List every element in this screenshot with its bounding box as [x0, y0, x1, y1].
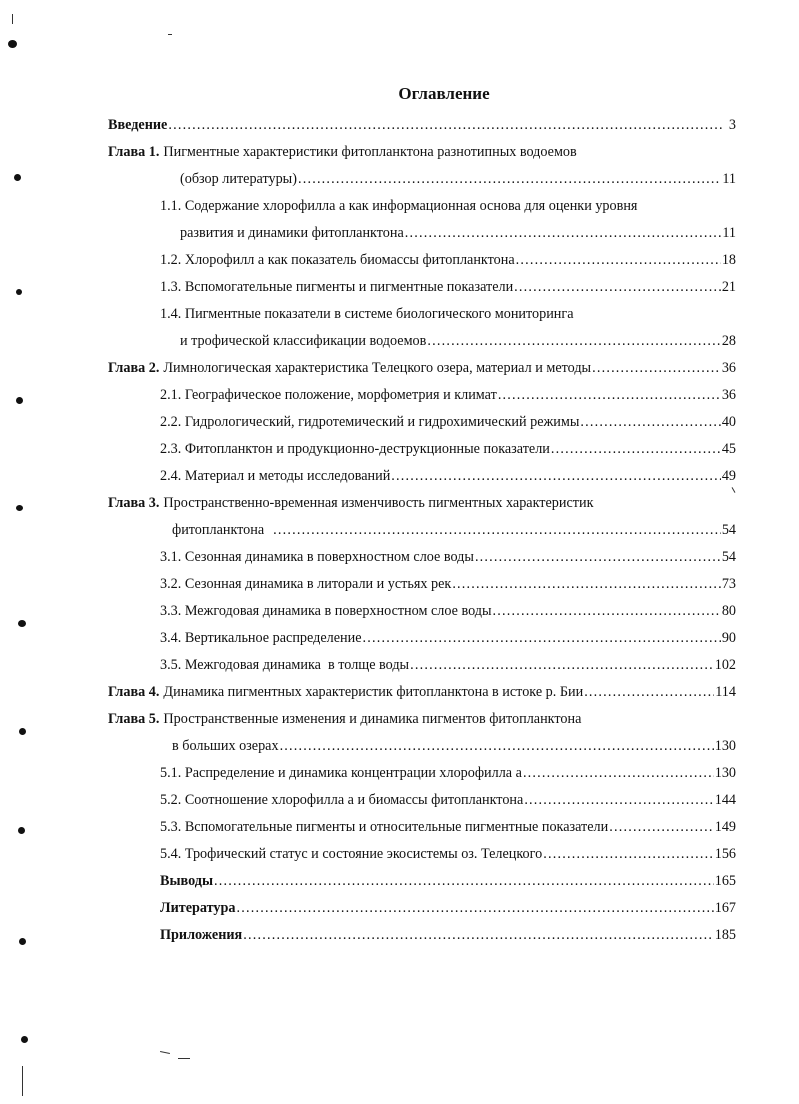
toc-page: 114	[715, 684, 736, 700]
toc-page: 18	[721, 252, 736, 268]
scan-hair-mark	[12, 14, 13, 24]
toc-entry-ch1	[108, 141, 577, 163]
toc-entry-s33	[160, 600, 736, 622]
leader-dots	[404, 222, 722, 244]
toc-page: 54	[721, 522, 736, 538]
leader-dots	[390, 465, 721, 487]
toc-page: 149	[714, 819, 736, 835]
toc-label: Глава 4.	[108, 684, 160, 700]
toc-label: Введение	[108, 117, 168, 133]
toc-entry-s34	[160, 627, 736, 649]
toc-entry-s51	[160, 762, 736, 784]
toc-entry-s12	[160, 249, 736, 271]
toc-text: 2.3. Фитопланктон и продукционно-деструкционные показатели	[160, 441, 550, 457]
toc-page: 90	[721, 630, 736, 646]
toc-text: 1.4. Пигментные показатели в системе биологического мониторинга	[160, 306, 574, 322]
toc-label: Выводы	[160, 873, 214, 889]
toc-label: Глава 3.	[108, 495, 160, 511]
leader-dots	[236, 897, 714, 919]
scan-hair-mark	[22, 1066, 23, 1096]
toc-text: 2.4. Материал и методы исследований	[160, 468, 391, 484]
toc-entry-appendix	[160, 924, 736, 946]
scan-hair-mark	[178, 1058, 190, 1059]
toc-entry-s32	[160, 573, 736, 595]
toc-entry-s13	[160, 276, 736, 298]
leader-dots	[523, 789, 713, 811]
scan-speck	[19, 938, 26, 945]
scan-hair-mark	[160, 1051, 170, 1054]
page-title: Оглавление	[398, 84, 490, 103]
toc-label: Глава 2.	[108, 360, 160, 376]
toc-entry-s11-cont	[180, 222, 736, 244]
toc-page: 167	[714, 900, 736, 916]
leader-dots	[451, 573, 721, 595]
toc-entry-s31	[160, 546, 736, 568]
toc-entry-conclusions	[160, 870, 736, 892]
toc-page: 185	[714, 927, 736, 943]
leader-dots	[542, 843, 714, 865]
toc-text: Пространственно-временная изменчивость пигментных характеристик	[163, 495, 594, 511]
toc-text: фитопланктона	[172, 522, 265, 538]
toc-text: 3.3. Межгодовая динамика в поверхностном слое воды	[160, 603, 492, 619]
toc-entry-s14	[160, 303, 574, 325]
toc-page: 40	[721, 414, 736, 430]
toc-entry-ch5-cont	[172, 735, 736, 757]
toc-text: и трофической классификации водоемов	[180, 333, 427, 349]
toc-label: Глава 1.	[108, 144, 160, 160]
toc-text: 3.1. Сезонная динамика в поверхностном слое воды	[160, 549, 474, 565]
toc-text: 3.4. Вертикальное распределение	[160, 630, 362, 646]
toc-entry-ch3	[108, 492, 593, 514]
toc-entry-s21	[160, 384, 736, 406]
toc-entry-ch2	[108, 357, 736, 379]
leader-dots	[242, 924, 713, 946]
leader-dots	[362, 627, 721, 649]
scan-speck	[19, 728, 26, 735]
toc-page: 11	[722, 225, 736, 241]
toc-page: 156	[714, 846, 736, 862]
leader-dots	[591, 357, 721, 379]
toc-text: в больших озерах	[172, 738, 279, 754]
toc-entry-ch4	[108, 681, 736, 703]
toc-text: 2.2. Гидрологический, гидротемический и гидрохимический режимы	[160, 414, 580, 430]
leader-dots	[608, 816, 714, 838]
leader-dots	[513, 276, 721, 298]
toc-text: 3.5. Межгодовая динамика в толще воды	[160, 657, 410, 673]
toc-text: 5.3. Вспомогательные пигменты и относительные пигментные показатели	[160, 819, 609, 835]
leader-dots	[409, 654, 714, 676]
toc-entry-s35	[160, 654, 736, 676]
toc-text: Динамика пигментных характеристик фитопланктона в истоке р. Бии	[163, 684, 584, 700]
toc-page: 49	[721, 468, 736, 484]
toc-page: 73	[721, 576, 736, 592]
scan-speck	[21, 1036, 28, 1043]
leader-dots	[279, 735, 714, 757]
toc-text: 5.4. Трофический статус и состояние экосистемы оз. Телецкого	[160, 846, 543, 862]
leader-dots	[297, 168, 721, 190]
toc-entry-intro	[108, 114, 736, 136]
toc-page: 11	[722, 171, 736, 187]
toc-label: Глава 5.	[108, 711, 160, 727]
scan-speck	[18, 827, 25, 834]
leader-dots	[515, 249, 721, 271]
toc-text: 1.2. Хлорофилл а как показатель биомассы фитопланктона	[160, 252, 515, 268]
scan-speck	[18, 620, 26, 627]
toc-entry-s11	[160, 195, 637, 217]
toc-page: 130	[714, 738, 736, 754]
toc-entry-s52	[160, 789, 736, 811]
toc-text: 3.2. Сезонная динамика в литорали и устьях рек	[160, 576, 452, 592]
toc-page: 28	[721, 333, 736, 349]
toc-text: (обзор литературы)	[180, 171, 297, 187]
leader-dots	[579, 411, 720, 433]
leader-dots	[272, 519, 721, 541]
toc-text: 5.1. Распределение и динамика концентрации хлорофилла а	[160, 765, 522, 781]
toc-page: 130	[714, 765, 736, 781]
toc-page: 45	[721, 441, 736, 457]
toc-entry-ch5	[108, 708, 581, 730]
toc-entry-s14-cont	[180, 330, 736, 352]
toc-text: развития и динамики фитопланктона	[180, 225, 404, 241]
toc-entry-ch1-cont	[180, 168, 736, 190]
toc-text: Пространственные изменения и динамика пигментов фитопланктона	[163, 711, 582, 727]
leader-dots	[167, 114, 723, 136]
toc-page: 36	[721, 387, 736, 403]
toc-label: Литература	[160, 900, 236, 916]
toc-page: 36	[721, 360, 736, 376]
toc-text: Пигментные характеристики фитопланктона разнотипных водоемов	[163, 144, 577, 160]
toc-entry-s53	[160, 816, 736, 838]
toc-page: 3	[728, 117, 736, 133]
toc-page: 54	[721, 549, 736, 565]
leader-dots	[497, 384, 721, 406]
leader-dots	[474, 546, 721, 568]
toc-page: 102	[714, 657, 736, 673]
leader-dots	[550, 438, 721, 460]
scan-hair-mark	[732, 487, 736, 493]
leader-dots	[522, 762, 714, 784]
scan-speck	[16, 505, 23, 511]
leader-dots	[426, 330, 720, 352]
leader-dots	[492, 600, 721, 622]
toc-page: 21	[721, 279, 736, 295]
toc-entry-s24	[160, 465, 736, 487]
scan-speck	[8, 40, 17, 48]
toc-entry-s54	[160, 843, 736, 865]
toc-text: 1.1. Содержание хлорофилла а как информационная основа для оценки уровня	[160, 198, 638, 214]
toc-text: 1.3. Вспомогательные пигменты и пигментные показатели	[160, 279, 514, 295]
leader-dots	[583, 681, 714, 703]
toc-entry-literature	[160, 897, 736, 919]
toc-text: 2.1. Географическое положение, морфометрия и климат	[160, 387, 497, 403]
scan-speck	[16, 397, 23, 404]
toc-entry-s22	[160, 411, 736, 433]
toc-page: 165	[714, 873, 736, 889]
toc-page: 144	[714, 792, 736, 808]
toc-label: Приложения	[160, 927, 243, 943]
toc-entry-ch3-cont	[172, 519, 736, 541]
scan-hair-mark	[168, 34, 172, 35]
leader-dots	[213, 870, 714, 892]
scan-speck	[14, 174, 21, 181]
toc-page: 80	[721, 603, 736, 619]
toc-text: Лимнологическая характеристика Телецкого озера, материал и методы	[163, 360, 592, 376]
toc-entry-s23	[160, 438, 736, 460]
toc-text: 5.2. Соотношение хлорофилла а и биомассы фитопланктона	[160, 792, 524, 808]
scan-speck	[16, 289, 22, 295]
